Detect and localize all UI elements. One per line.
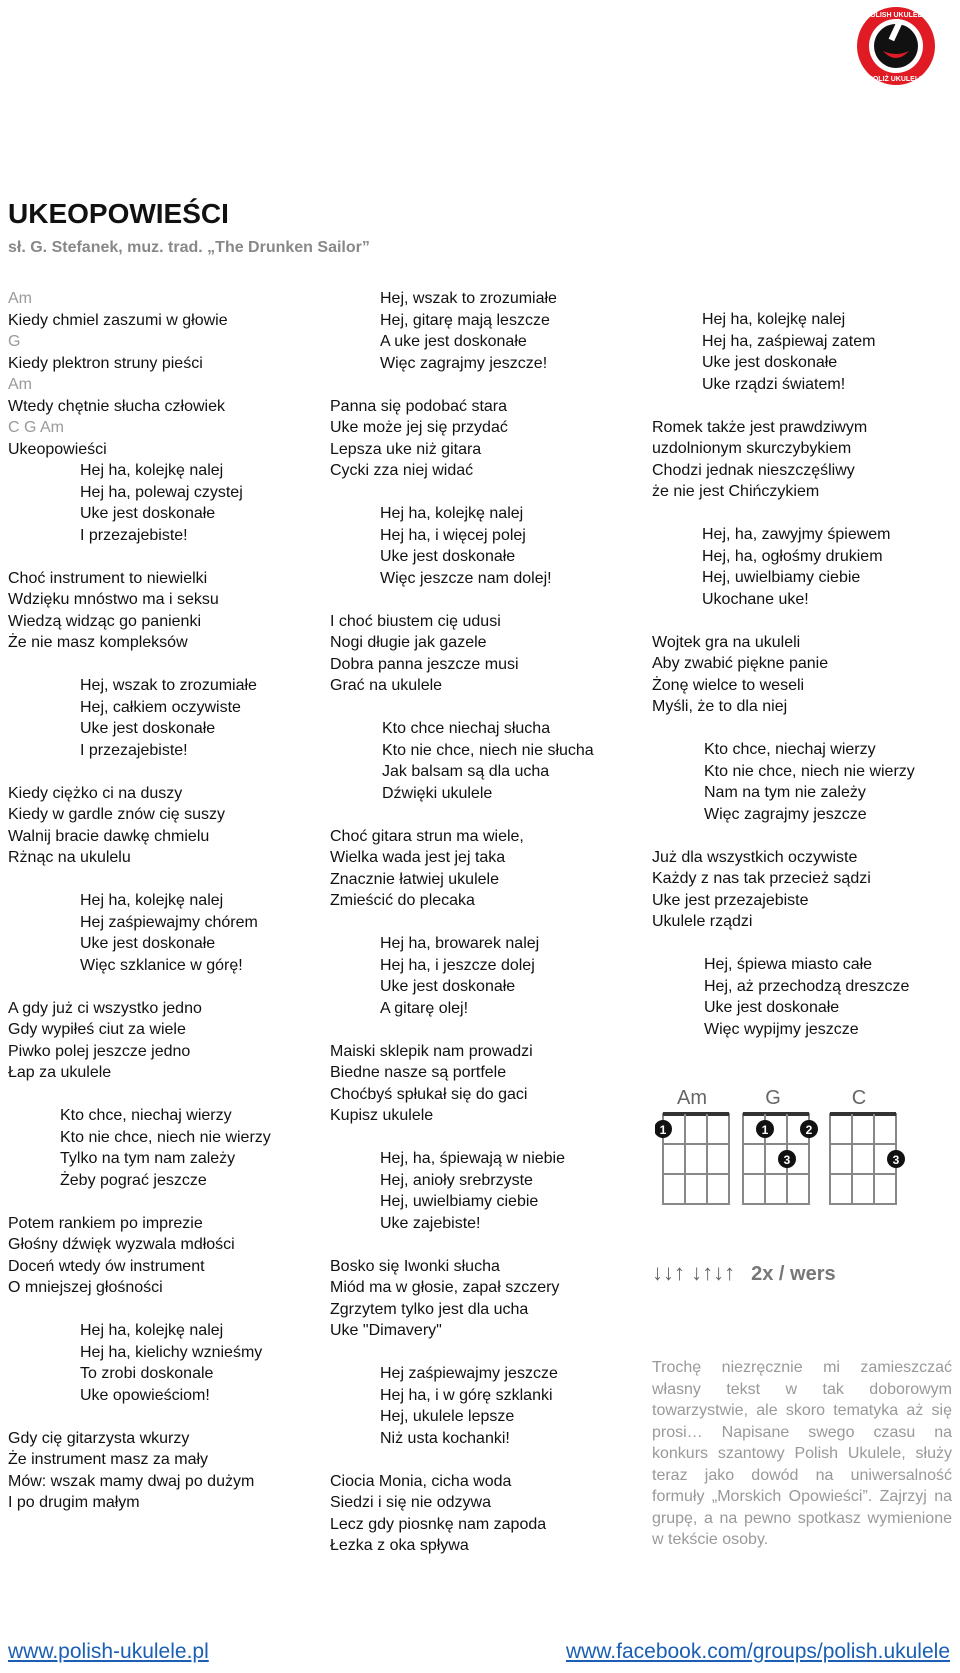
logo-text-bottom: POLIŻ UKULELE xyxy=(868,76,924,83)
lyric-line: Hej ha, kielichy wznieśmy xyxy=(80,1343,263,1361)
lyric-line: Chodzi jednak nieszczęśliwy xyxy=(652,461,855,479)
lyric-line: Hej ha, kolejkę nalej xyxy=(702,311,846,328)
lyric-line: Walnij bracie dawkę chmielu xyxy=(8,827,210,845)
chord-line: Am xyxy=(8,376,32,393)
stanza-gap xyxy=(8,654,318,676)
lyric-line: Hej ha, kolejkę nalej xyxy=(380,505,524,522)
lyric-line: I po drugim małym xyxy=(8,1494,140,1511)
lyric-line: Hej ha, zaśpiewaj zatem xyxy=(702,332,876,350)
lyric-line: Znacznie łatwiej ukulele xyxy=(330,870,499,888)
lyric-line: Romek także jest prawdziwym xyxy=(652,418,868,436)
lyric-line: Wojtek gra na ukuleli xyxy=(652,633,801,651)
chord-g-diagram xyxy=(743,1087,818,1204)
stanza-gap xyxy=(330,1019,630,1041)
stanza-gap xyxy=(652,718,952,740)
stanza-gap xyxy=(8,1406,318,1428)
lyric-line: Mów: wszak mamy dwaj po dużym xyxy=(8,1472,255,1490)
lyric-line: Ciocia Monia, cicha woda xyxy=(330,1472,512,1490)
lyric-line: Uke jest doskonałe xyxy=(80,935,216,952)
lyric-line: Hej zaśpiewajmy chórem xyxy=(80,913,258,931)
lyric-line: Lecz gdy piosnkę nam zapoda xyxy=(330,1515,547,1533)
lyric-line: Więc jeszcze nam dolej! xyxy=(380,569,552,587)
lyric-line: Dźwięki ukulele xyxy=(382,784,493,802)
chord-name-am: Am xyxy=(677,1087,707,1109)
lyric-line: Wielka wada jest jej taka xyxy=(330,849,506,866)
lyric-line: Uke zajebiste! xyxy=(380,1214,481,1232)
stanza-gap xyxy=(330,1449,630,1471)
lyric-line: Hej ha, polewaj czystej xyxy=(80,483,243,501)
lyric-line: Aby zwabić piękne panie xyxy=(652,655,829,672)
stanza-gap xyxy=(330,1127,630,1149)
lyric-line: Żeby pograć jeszcze xyxy=(60,1171,207,1189)
lyric-line: Łezka z oka spływa xyxy=(330,1537,469,1554)
lyric-line: Zgrzytem tylko jest dla ucha xyxy=(330,1300,529,1318)
lyric-line: Hej, całkiem oczywiste xyxy=(80,698,241,716)
lyric-line: Potem rankiem po imprezie xyxy=(8,1214,203,1232)
lyric-line: Panna się podobać stara xyxy=(330,397,508,415)
lyric-line: Kto nie chce, niech nie wierzy xyxy=(704,762,915,780)
lyric-line: Hej ha, i jeszcze dolej xyxy=(380,956,535,974)
facebook-group-link[interactable]: www.facebook.com/groups/polish.ukulele xyxy=(565,1640,950,1663)
lyric-line: Hej, ha, ogłośmy drukiem xyxy=(702,547,883,565)
strumming-pattern xyxy=(652,1260,836,1286)
lyric-line: Że instrument masz za mały xyxy=(8,1451,209,1468)
stanza-gap xyxy=(8,1084,318,1106)
lyric-line: Piwko polej jeszcze jedno xyxy=(8,1042,191,1060)
lyric-line: Więc zagrajmy jeszcze! xyxy=(380,354,548,372)
lyric-line: Łap za ukulele xyxy=(8,1064,112,1081)
lyric-line: Nogi długie jak gazele xyxy=(330,634,487,651)
lyric-line: Jak balsam są dla ucha xyxy=(382,763,550,780)
lyric-line: Choćbyś spłukał się do gaci xyxy=(330,1085,528,1103)
lyric-line: Doceń wtedy ów instrument xyxy=(8,1257,205,1275)
lyric-line: O mniejszej głośności xyxy=(8,1279,163,1296)
lyric-line: Hej zaśpiewajmy jeszcze xyxy=(380,1365,558,1382)
song-title: UKEOPOWIEŚCI xyxy=(8,198,229,229)
lyric-line: Niż usta kochanki! xyxy=(380,1429,510,1447)
stanza-gap xyxy=(652,825,952,847)
lyric-line: I choć biustem cię udusi xyxy=(330,612,501,630)
lyric-line: Kto chce, niechaj wierzy xyxy=(60,1107,232,1124)
lyric-line: Więc zagrajmy jeszcze xyxy=(704,805,867,823)
stanza-gap xyxy=(330,482,630,504)
lyric-line: Rżnąc na ukulelu xyxy=(8,849,131,866)
lyric-line: uzdolnionym skurczybykiem xyxy=(652,440,852,457)
stanza-gap xyxy=(330,804,630,826)
stanza-gap xyxy=(652,610,952,632)
lyric-line: Kupisz ukulele xyxy=(330,1107,434,1124)
lyric-line: A gdy już ci wszystko jedno xyxy=(8,999,202,1017)
lyric-line: Kto nie chce, niech nie słucha xyxy=(382,741,594,759)
logo-text-top: POLISH UKULELE xyxy=(865,12,927,19)
svg-text:3: 3 xyxy=(892,1153,900,1167)
lyric-line: Hej, uwielbiamy ciebie xyxy=(702,569,861,586)
lyric-line: Hej ha, kolejkę nalej xyxy=(80,1322,224,1339)
stanza-gap xyxy=(8,546,318,568)
lyric-line: Ukochane uke! xyxy=(702,590,809,608)
chord-am-diagram xyxy=(655,1087,729,1204)
lyric-line: Kto chce, niechaj wierzy xyxy=(704,741,876,758)
lyric-line: Myśli, że to dla niej xyxy=(652,698,788,715)
lyric-line: Więc wypijmy jeszcze xyxy=(704,1020,859,1038)
lyric-line: Maiski sklepik nam prowadzi xyxy=(330,1042,533,1060)
polish-ukulele-logo xyxy=(855,5,937,87)
lyric-line: Gdy cię gitarzysta wkurzy xyxy=(8,1429,190,1447)
lyric-line: Kiedy ciężko ci na duszy xyxy=(8,784,183,802)
chord-line: C G Am xyxy=(8,419,65,436)
chord-line: Am xyxy=(8,290,32,307)
chord-name-c: C xyxy=(851,1087,867,1109)
lyric-line: Hej ha, i więcej polej xyxy=(380,526,526,544)
lyric-line: Hej, aż przechodzą dreszcze xyxy=(704,977,910,995)
lyric-line: Uke jest doskonałe xyxy=(704,999,840,1016)
lyric-line: Uke opowieściom! xyxy=(80,1386,210,1404)
lyric-line: Żonę wielce to weseli xyxy=(652,676,805,694)
chord-line: G xyxy=(8,333,21,350)
lyric-line: To zrobi doskonale xyxy=(80,1365,214,1382)
lyrics-column-3 xyxy=(652,309,952,1040)
lyric-line: Dobra panna jeszcze musi xyxy=(330,655,519,673)
lyric-line: Więc szklanice w górę! xyxy=(80,956,243,974)
svg-text:1: 1 xyxy=(659,1123,667,1137)
lyric-line: Uke jest doskonałe xyxy=(380,978,516,995)
stanza-gap xyxy=(8,1191,318,1213)
stanza-gap xyxy=(330,589,630,611)
stanza-gap xyxy=(8,869,318,891)
lyric-line: Uke rządzi światem! xyxy=(702,375,846,393)
lyric-line: Hej, uwielbiamy ciebie xyxy=(380,1193,539,1210)
stanza-gap xyxy=(8,1299,318,1321)
lyric-line: Wtedy chętnie słucha człowiek xyxy=(8,397,225,415)
lyric-line: Hej, ha, śpiewają w niebie xyxy=(380,1150,565,1167)
stanza-gap xyxy=(652,933,952,955)
lyric-line: Uke może jej się przydać xyxy=(330,419,508,436)
lyric-line: Hej ha, kolejkę nalej xyxy=(80,892,224,909)
lyric-line: że nie jest Chińczykiem xyxy=(652,483,820,500)
stanza-gap xyxy=(330,1234,630,1256)
lyric-line: Ukulele rządzi xyxy=(652,913,753,930)
lyric-line: Uke jest doskonałe xyxy=(80,505,216,522)
strum-arrows: ↓↓↑ ↓↑↓↑ xyxy=(652,1260,736,1285)
lyric-line: Uke jest przezajebiste xyxy=(652,891,809,909)
lyric-line: Miód ma w głosie, zapał szczery xyxy=(330,1279,560,1296)
lyric-line: Hej, wszak to zrozumiałe xyxy=(80,677,257,694)
lyric-line: Siedzi i się nie odzywa xyxy=(330,1494,491,1511)
lyric-line: Hej, anioły srebrzyste xyxy=(380,1171,533,1189)
lyric-line: A uke jest doskonałe xyxy=(380,333,527,350)
lyric-line: Hej ha, kolejkę nalej xyxy=(80,462,224,479)
lyric-line: Już dla wszystkich oczywiste xyxy=(652,848,858,866)
lyric-line: Uke jest doskonałe xyxy=(80,720,216,737)
stanza-gap xyxy=(8,761,318,783)
lyric-line: Hej, gitarę mają leszcze xyxy=(380,311,550,329)
lyric-line: Cycki zza niej widać xyxy=(330,462,474,479)
lyric-line: Hej, śpiewa miasto całe xyxy=(704,956,873,973)
lyric-line: Kiedy chmiel zaszumi w głowie xyxy=(8,311,228,329)
lyric-line: Wdzięku mnóstwo ma i seksu xyxy=(8,591,219,608)
stanza-gap xyxy=(652,395,952,417)
lyric-line: Hej, ukulele lepsze xyxy=(380,1408,515,1425)
lyrics-column-2 xyxy=(330,288,630,1557)
lyric-line: Lepsza uke niż gitara xyxy=(330,440,482,458)
lyric-line: Wiedzą widząc go panienki xyxy=(8,612,201,630)
lyric-line: Kto chce niechaj słucha xyxy=(382,720,551,737)
lyrics-column-1 xyxy=(8,288,318,1514)
chord-diagrams xyxy=(655,1082,955,1207)
lyric-line: Uke jest doskonałe xyxy=(380,548,516,565)
lyric-line: A gitarę olej! xyxy=(380,999,469,1017)
strum-label: 2x / wers xyxy=(751,1263,836,1285)
lyric-line: Biedne nasze są portfele xyxy=(330,1064,507,1081)
lyric-line: Uke jest doskonałe xyxy=(702,354,838,371)
lyric-line: Hej, ha, zawyjmy śpiewem xyxy=(702,526,891,543)
svg-text:1: 1 xyxy=(761,1123,769,1137)
lyric-line: Hej ha, i w górę szklanki xyxy=(380,1386,553,1404)
lyric-line: Choć gitara strun ma wiele, xyxy=(330,827,524,845)
stanza-gap xyxy=(330,374,630,396)
lyric-line: Choć instrument to niewielki xyxy=(8,569,208,587)
stanza-gap xyxy=(330,1342,630,1364)
lyric-line: Bosko się Iwonki słucha xyxy=(330,1257,500,1275)
lyric-line: Kto nie chce, niech nie wierzy xyxy=(60,1128,271,1146)
chord-name-g: G xyxy=(765,1087,781,1109)
lyric-line: Ukeopowieści xyxy=(8,440,107,458)
song-credits: sł. G. Stefanek, muz. trad. „The Drunken Sailor” xyxy=(8,239,370,256)
lyric-line: I przezajebiste! xyxy=(80,741,188,759)
stanza-gap xyxy=(652,503,952,525)
author-note: Trochę niezręcznie mi zamieszczać własny tekst w tak doborowym towarzystwie, ale skoro tematyka aż się prosi… Napisane swego czasu na konkurs szantowy Polish Ukulele, służy teraz jako dowód na uniwersalność formuły „Morskich Opowieści”. Zajrzyj na grupę, a na pewno spotkasz wymienione w tekście osoby. xyxy=(652,1359,952,1548)
lyric-line: Gdy wypiłeś ciut za wiele xyxy=(8,1021,186,1038)
lyric-line: Każdy z nas tak przecież sądzi xyxy=(652,870,871,887)
lyric-line: Głośny dźwięk wyzwala mdłości xyxy=(8,1236,235,1253)
lyric-line: Grać na ukulele xyxy=(330,677,443,694)
lyric-line: Uke "Dimavery" xyxy=(330,1322,442,1339)
lyric-line: Hej ha, browarek nalej xyxy=(380,935,540,952)
stanza-gap xyxy=(330,912,630,934)
lyric-line: Hej, wszak to zrozumiałe xyxy=(380,290,557,307)
stanza-gap xyxy=(8,976,318,998)
svg-text:3: 3 xyxy=(783,1153,791,1167)
stanza-gap xyxy=(330,697,630,719)
chord-c-diagram xyxy=(830,1087,905,1204)
lyric-line: Że nie masz kompleksów xyxy=(8,634,188,651)
lyric-line: Kiedy plektron struny pieści xyxy=(8,354,203,372)
svg-text:2: 2 xyxy=(805,1123,813,1137)
lyric-line: Zmieścić do plecaka xyxy=(330,892,475,909)
website-link[interactable]: www.polish-ukulele.pl xyxy=(8,1640,209,1663)
lyric-line: Tylko na tym nam zależy xyxy=(60,1150,236,1167)
lyric-line: Kiedy w gardle znów cię suszy xyxy=(8,806,225,823)
lyric-line: Nam na tym nie zależy xyxy=(704,784,866,801)
lyric-line: I przezajebiste! xyxy=(80,526,188,544)
